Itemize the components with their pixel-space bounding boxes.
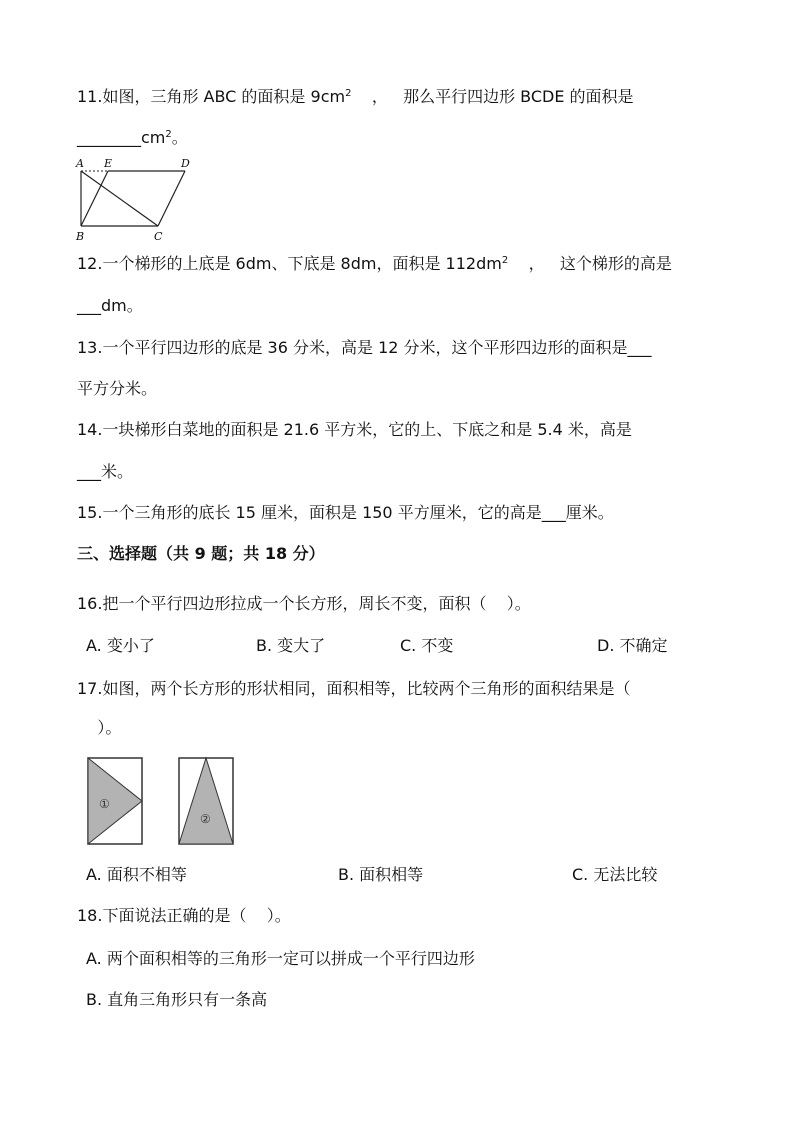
segment-dc xyxy=(158,171,185,226)
q11-line2 xyxy=(77,128,188,148)
q16-option-b[interactable]: B. 变大了 xyxy=(256,636,326,655)
q11-line1 xyxy=(77,87,634,107)
label-c: C xyxy=(154,230,163,243)
q11-end: 。 xyxy=(171,128,188,147)
q17-rectangle-figure-1 xyxy=(86,756,146,846)
q12-line1 xyxy=(77,254,672,274)
triangle-2-label: ② xyxy=(200,812,211,826)
q17-rectangle-figure-2 xyxy=(177,756,237,846)
q12-sup: 2 xyxy=(501,255,509,266)
q16-option-d[interactable]: D. 不确定 xyxy=(597,636,668,655)
q11-answer-blank: ________ xyxy=(77,128,141,147)
label-a: A xyxy=(76,157,84,170)
segment-eb xyxy=(81,171,108,226)
q12-text-post: ， 这个梯形的高是 xyxy=(508,254,672,273)
q16-stem: 16.把一个平行四边形拉成一个长方形，周长不变，面积（ ）。 xyxy=(77,594,531,613)
q11-unit-sup: 2 xyxy=(165,129,172,140)
q12-text-pre: 12.一个梯形的上底是 6dm、下底是 8dm，面积是 112dm xyxy=(77,254,502,273)
q13-line2: 平方分米。 xyxy=(77,379,158,398)
segment-ac xyxy=(81,171,158,226)
section-title: 三、选择题（共 9 题；共 18 分） xyxy=(77,544,325,563)
q18-option-b[interactable]: B. 直角三角形只有一条高 xyxy=(86,990,268,1009)
q16-option-a[interactable]: A. 变小了 xyxy=(86,636,155,655)
q17-option-c[interactable]: C. 无法比较 xyxy=(572,865,658,884)
label-e: E xyxy=(104,157,113,170)
q17-line2: ）。 xyxy=(77,718,122,737)
q11-text-pre: 11.如图，三角形 ABC 的面积是 9cm xyxy=(77,87,346,106)
q15-line1: 15.一个三角形的底长 15 厘米，面积是 150 平方厘米，它的高是___厘米。 xyxy=(77,503,614,522)
q13-line1: 13.一个平行四边形的底是 36 分米，高是 12 分米，这个平形四边形的面积是___ xyxy=(77,338,652,357)
q11-parallelogram-figure xyxy=(72,155,202,245)
q17-option-b[interactable]: B. 面积相等 xyxy=(338,865,424,884)
q11-sup: 2 xyxy=(345,88,352,99)
label-b: B xyxy=(76,230,85,243)
q17-option-a[interactable]: A. 面积不相等 xyxy=(86,865,187,884)
q18-stem: 18.下面说法正确的是（ ）。 xyxy=(77,906,291,925)
triangle-1-label: ① xyxy=(99,797,110,811)
q17-line1: 17.如图，两个长方形的形状相同，面积相等，比较两个三角形的面积结果是（ xyxy=(77,679,631,698)
label-d: D xyxy=(181,157,190,170)
q11-text-post: ， 那么平行四边形 BCDE 的面积是 xyxy=(351,87,634,106)
q18-option-a[interactable]: A. 两个面积相等的三角形一定可以拼成一个平行四边形 xyxy=(86,949,475,968)
q12-line2: ___dm。 xyxy=(77,296,143,315)
q11-unit: cm xyxy=(141,128,166,147)
q14-line2: ___米。 xyxy=(77,462,134,481)
q14-line1: 14.一块梯形白菜地的面积是 21.6 平方米，它的上、下底之和是 5.4 米，高是 xyxy=(77,420,632,439)
q16-option-c[interactable]: C. 不变 xyxy=(400,636,454,655)
